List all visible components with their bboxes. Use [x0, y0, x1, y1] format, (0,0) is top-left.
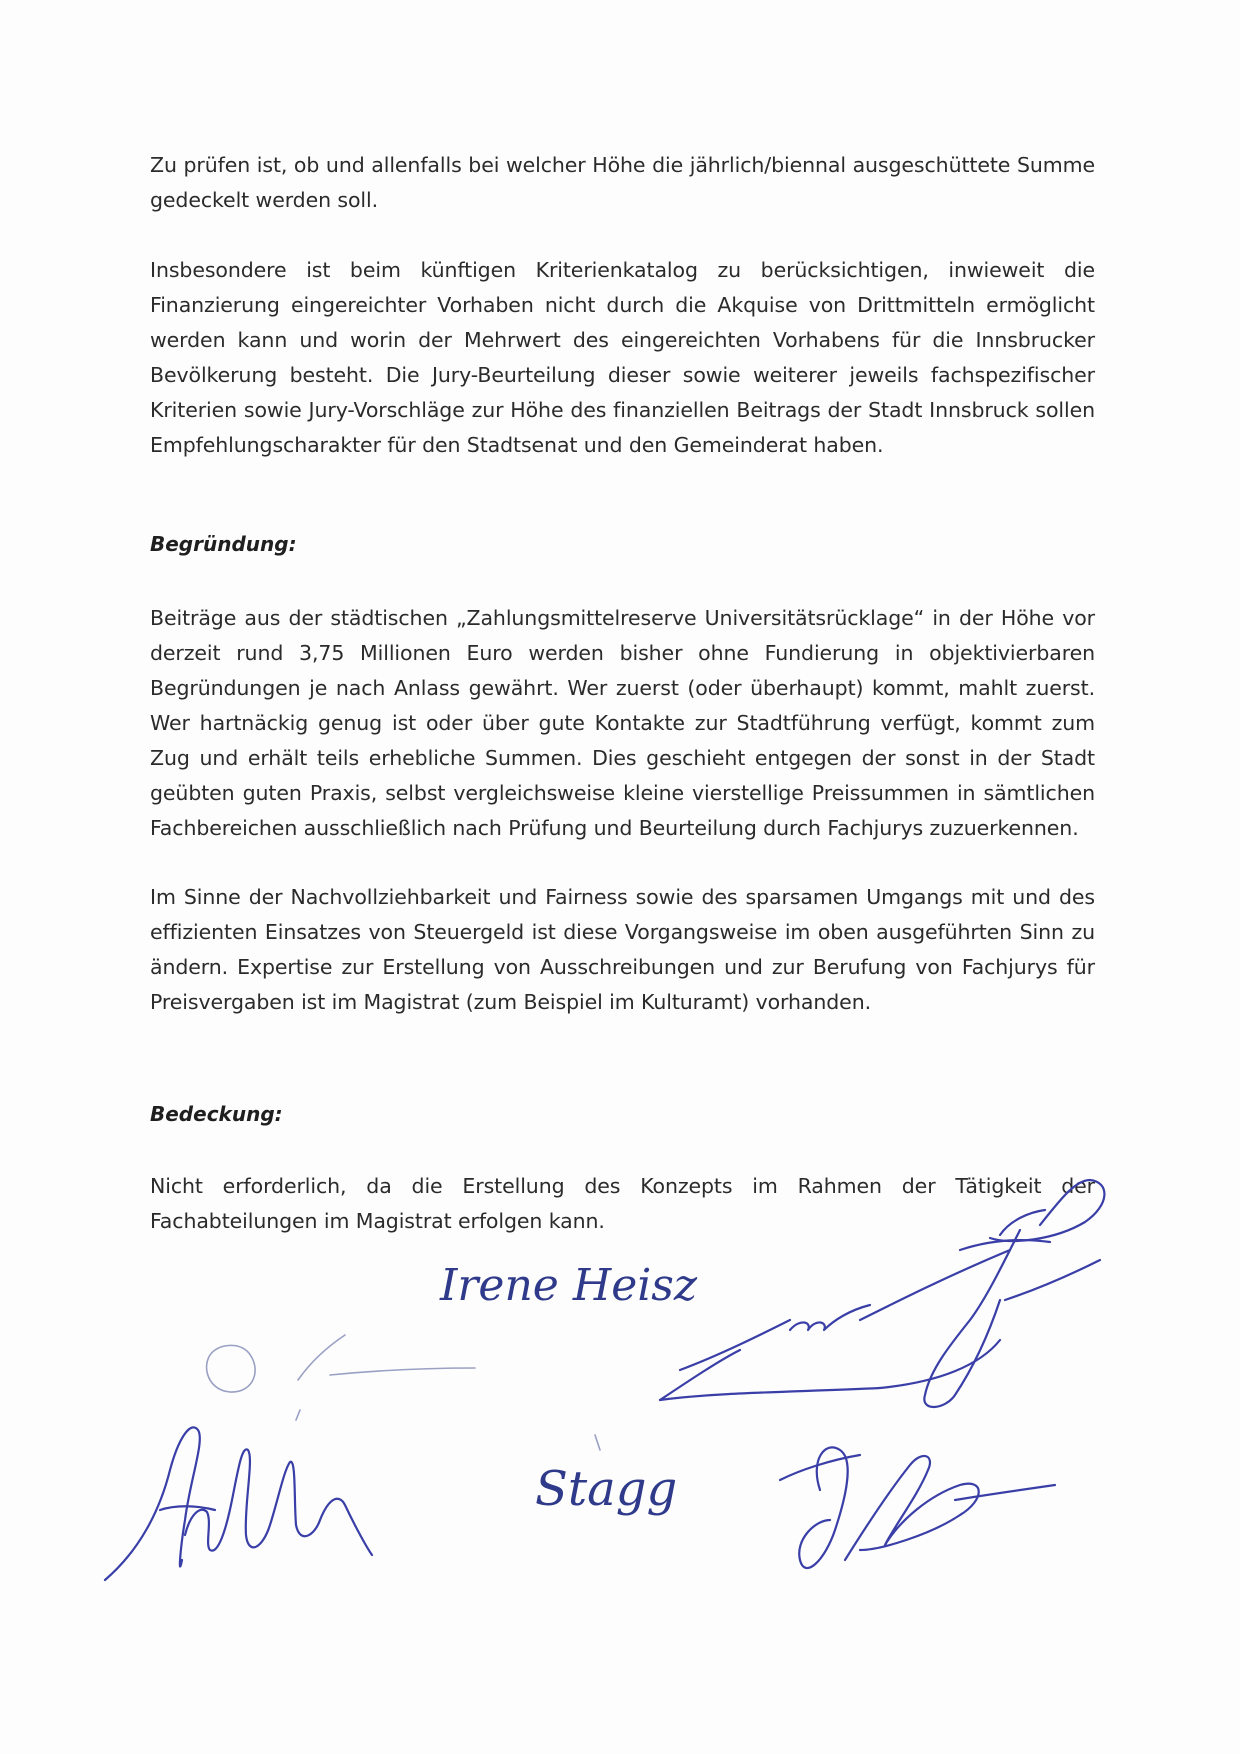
signature-stagg: Stagg	[535, 1461, 678, 1517]
paragraph-cap-check	[150, 148, 1095, 218]
section-begruendung	[150, 532, 1095, 556]
paragraph-text: Im Sinne der Nachvollziehbarkeit und Fairness sowie des sparsamen Umgangs mit und des effizienten Einsatzes von Steuergeld ist diese Vorgangsweise im oben ausgeführten Sinn zu ändern. Expertise zur Erstellung von Ausschreibungen und zur Berufung von Fachjurys für Preisvergaben ist im Magistrat (zum Beispiel im Kulturamt) vorhanden.	[150, 885, 1095, 1014]
heading-bedeckung: Bedeckung:	[150, 1102, 283, 1126]
paragraph-text: Insbesondere ist beim künftigen Kriterienkatalog zu berücksichtigen, inwieweit die Finanzierung eingereichter Vorhaben nicht durch die Akquise von Drittmitteln ermöglicht werden kann und worin der Mehrwert des eingereichten Vorhabens für die Innsbrucker Bevölkerung besteht. Die Jury-Beurteilung dieser sowie weiterer jeweils fachspezifischer Kriterien sowie Jury-Vorschläge zur Höhe des finanziellen Beitrags der Stadt Innsbruck sollen Empfehlungscharakter für den Stadtsenat und den Gemeinderat haben.	[150, 258, 1095, 457]
section-bedeckung	[150, 1102, 1095, 1126]
paragraph-text: Nicht erforderlich, da die Erstellung des Konzepts im Rahmen der Tätigkeit der Fachabteilungen im Magistrat erfolgen kann.	[150, 1174, 1095, 1233]
signature-bottom-center	[535, 1435, 677, 1517]
signature-bottom-right	[780, 1447, 1055, 1568]
paragraph-criteria	[150, 253, 1095, 463]
signature-faint-left	[207, 1335, 475, 1420]
paragraph-fairness	[150, 880, 1095, 1020]
signature-bottom-left	[105, 1427, 372, 1580]
paragraph-coverage	[150, 1169, 1095, 1239]
signature-irene-heisz: Irene Heisz	[440, 1260, 698, 1311]
paragraph-text: Beiträge aus der städtischen „Zahlungsmittelreserve Universitätsrücklage“ in der Höhe vor derzeit rund 3,75 Millionen Euro werden bisher ohne Fundierung in objektivierbaren Begründungen je nach Anlass gewährt. Wer zuerst (oder überhaupt) kommt, mahlt zuerst. Wer hartnäckig genug ist oder über gute Kontakte zur Stadtführung verfügt, kommt zum Zug und erhält teils erhebliche Summen. Dies geschieht entgegen der sonst in der Stadt geübten guten Praxis, selbst vergleichsweise kleine vierstellige Preissummen in sämtlichen Fachbereichen ausschließlich nach Prüfung und Beurteilung durch Fachjurys zuzuerkennen.	[150, 606, 1095, 840]
heading-begruendung: Begründung:	[150, 532, 297, 556]
paragraph-reasoning	[150, 601, 1095, 846]
paragraph-text: Zu prüfen ist, ob und allenfalls bei welcher Höhe die jährlich/biennal ausgeschüttete Summe gedeckelt werden soll.	[150, 153, 1095, 212]
